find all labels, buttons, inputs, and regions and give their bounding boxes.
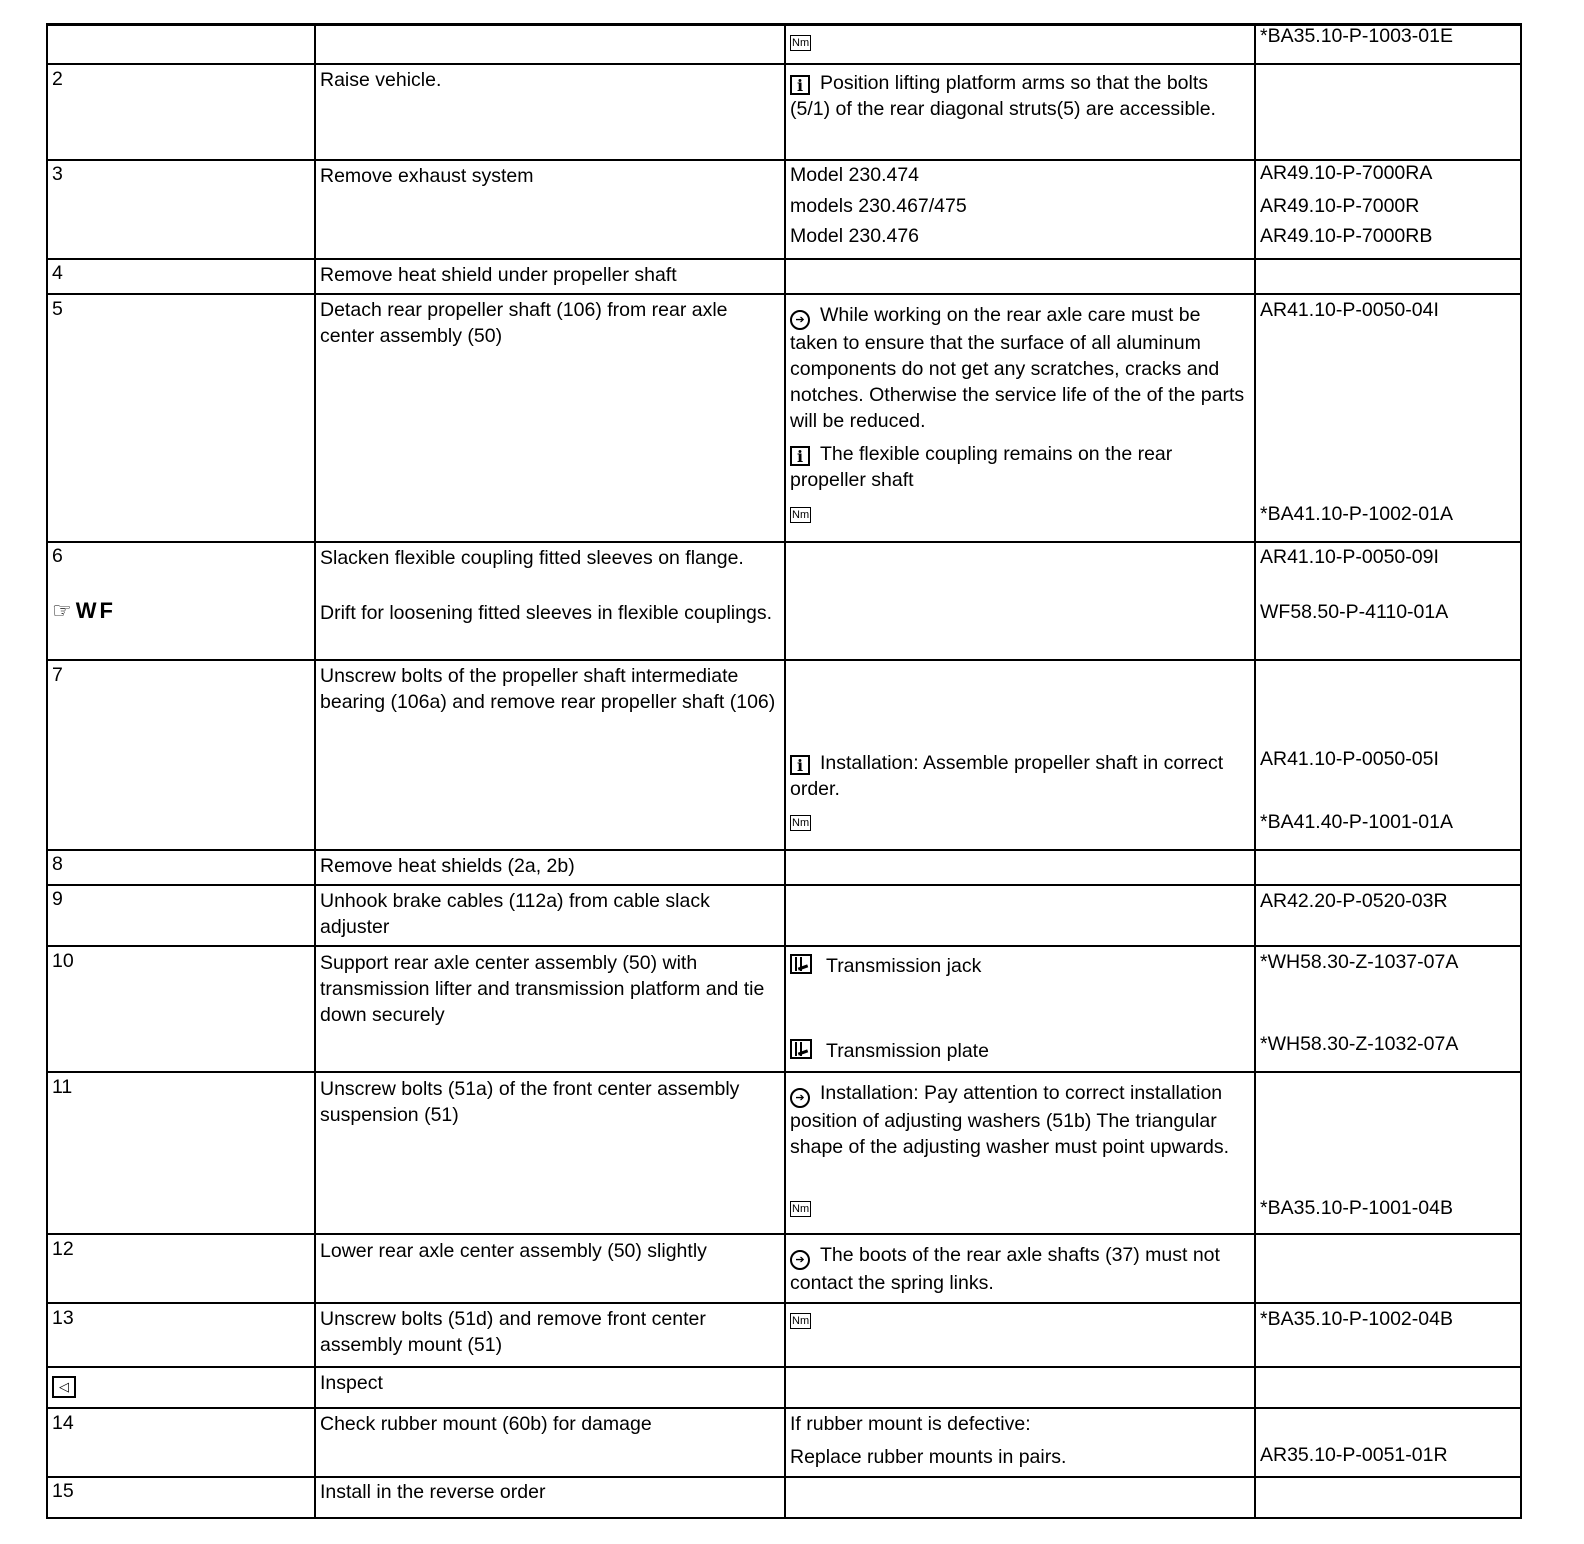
action-text: Lower rear axle center assembly (50) slightly — [320, 1240, 707, 1262]
table-row — [46, 1304, 1522, 1368]
action-text: Inspect — [320, 1372, 383, 1394]
reference-link[interactable]: *BA35.10-P-1002-04B — [1260, 1308, 1453, 1330]
step-number: 15 — [52, 1480, 74, 1502]
procedure-table — [46, 23, 1522, 1519]
table-row — [46, 661, 1522, 851]
step-number: 12 — [52, 1238, 74, 1260]
reference-link[interactable]: AR49.10-P-7000R — [1260, 195, 1420, 217]
action-text: Unscrew bolts (51d) and remove front center assembly mount (51) — [320, 1308, 706, 1356]
table-row — [46, 1235, 1522, 1304]
note-text: If rubber mount is defective: — [790, 1413, 1031, 1435]
warning-icon: ➔ — [790, 1088, 810, 1108]
torque-nm-icon: Nm — [792, 36, 810, 49]
reference-link[interactable]: *BA35.10-P-1001-04B — [1260, 1197, 1453, 1219]
step-number: 3 — [52, 163, 63, 185]
pointing-hand-icon: ☞ — [52, 598, 72, 623]
workshop-equipment-label: WF — [75, 598, 116, 623]
step-number: 2 — [52, 68, 63, 90]
reference-link[interactable]: AR35.10-P-0051-01R — [1260, 1444, 1448, 1466]
info-icon: i — [790, 446, 810, 466]
note-text: While working on the rear axle care must be taken to ensure that the surface of all aluminum components do not get any scratches, cracks and notches. Otherwise the service life of the of the parts will be reduced. — [790, 304, 1245, 432]
transmission-plate-icon — [790, 1039, 812, 1059]
table-row — [46, 886, 1522, 947]
note-text: The flexible coupling remains on the rear propeller shaft — [790, 443, 1173, 491]
warning-icon: ➔ — [790, 310, 810, 330]
table-row — [46, 161, 1522, 260]
torque-nm-icon: Nm — [792, 1202, 810, 1215]
note-text: models 230.467/475 — [790, 195, 967, 217]
action-text: Raise vehicle. — [320, 69, 442, 91]
table-row — [46, 26, 1522, 65]
action-text: Install in the reverse order — [320, 1481, 546, 1503]
inspect-eye-icon: ◁ — [52, 1376, 76, 1398]
step-number: 8 — [52, 853, 63, 875]
note-text: The boots of the rear axle shafts (37) must not contact the spring links. — [790, 1244, 1220, 1294]
info-icon: i — [790, 75, 810, 95]
note-text: Installation: Assemble propeller shaft in correct order. — [790, 752, 1224, 800]
transmission-jack-icon — [790, 954, 812, 974]
torque-nm-icon: Nm — [792, 508, 810, 521]
table-row — [46, 543, 1522, 661]
step-number: 9 — [52, 888, 63, 910]
action-text: Unscrew bolts of the propeller shaft intermediate bearing (106a) and remove rear propeller shaft (106) — [320, 665, 776, 713]
table-row — [46, 1478, 1522, 1519]
torque-nm-icon: Nm — [792, 816, 810, 829]
reference-link[interactable]: AR41.10-P-0050-09I — [1260, 546, 1439, 568]
step-number: 13 — [52, 1307, 74, 1329]
reference-link[interactable]: *WH58.30-Z-1037-07A — [1260, 951, 1459, 973]
reference-link[interactable]: AR41.10-P-0050-04I — [1260, 299, 1439, 321]
table-row — [46, 65, 1522, 161]
table-row — [46, 260, 1522, 295]
action-text: Check rubber mount (60b) for damage — [320, 1413, 652, 1435]
action-text: Remove heat shield under propeller shaft — [320, 264, 677, 286]
action-text: Remove exhaust system — [320, 165, 534, 187]
action-text: Remove heat shields (2a, 2b) — [320, 855, 575, 877]
torque-nm-icon: Nm — [792, 1314, 810, 1327]
action-text: Unhook brake cables (112a) from cable slack adjuster — [320, 890, 710, 938]
table-row — [46, 295, 1522, 543]
action-text: Detach rear propeller shaft (106) from rear axle center assembly (50) — [320, 299, 728, 347]
note-text: Position lifting platform arms so that the bolts (5/1) of the rear diagonal struts(5) are accessible. — [790, 72, 1216, 120]
action-text: Slacken flexible coupling fitted sleeves on flange. — [320, 547, 744, 569]
step-number: 4 — [52, 262, 63, 284]
note-text: Model 230.476 — [790, 225, 920, 247]
table-row — [46, 947, 1522, 1073]
action-text: Unscrew bolts (51a) of the front center assembly suspension (51) — [320, 1078, 740, 1126]
info-icon: i — [790, 755, 810, 775]
action-text: Support rear axle center assembly (50) with transmission lifter and transmission platform and tie down securely — [320, 952, 765, 1026]
reference-link[interactable]: AR42.20-P-0520-03R — [1260, 890, 1448, 912]
note-text: Transmission plate — [826, 1040, 989, 1062]
step-number: 7 — [52, 664, 63, 686]
note-text: Model 230.474 — [790, 164, 920, 186]
note-text: Replace rubber mounts in pairs. — [790, 1446, 1067, 1468]
table-row — [46, 851, 1522, 886]
table-row — [46, 1368, 1522, 1409]
reference-link[interactable]: *WH58.30-Z-1032-07A — [1260, 1033, 1459, 1055]
reference-link[interactable]: *BA41.40-P-1001-01A — [1260, 811, 1453, 833]
table-row — [46, 1073, 1522, 1235]
note-text: Transmission jack — [826, 955, 982, 977]
reference-link[interactable]: AR49.10-P-7000RA — [1260, 162, 1433, 184]
note-text: Installation: Pay attention to correct installation position of adjusting washers (51b) The triangular shape of the adjusting washer must point upwards. — [790, 1082, 1230, 1158]
reference-link[interactable]: *BA41.10-P-1002-01A — [1260, 503, 1453, 525]
reference-link[interactable]: AR41.10-P-0050-05I — [1260, 748, 1439, 770]
action-text: Drift for loosening fitted sleeves in flexible couplings. — [320, 602, 772, 624]
table-row — [46, 1409, 1522, 1478]
reference-link[interactable]: WF58.50-P-4110-01A — [1260, 601, 1449, 623]
step-number: 14 — [52, 1412, 74, 1434]
step-number: 10 — [52, 950, 74, 972]
step-number: 5 — [52, 298, 63, 320]
reference-link[interactable]: AR49.10-P-7000RB — [1260, 225, 1433, 247]
step-number: 11 — [52, 1076, 73, 1098]
step-number: 6 — [52, 545, 63, 567]
warning-icon: ➔ — [790, 1250, 810, 1270]
reference-link[interactable]: *BA35.10-P-1003-01E — [1260, 25, 1453, 47]
